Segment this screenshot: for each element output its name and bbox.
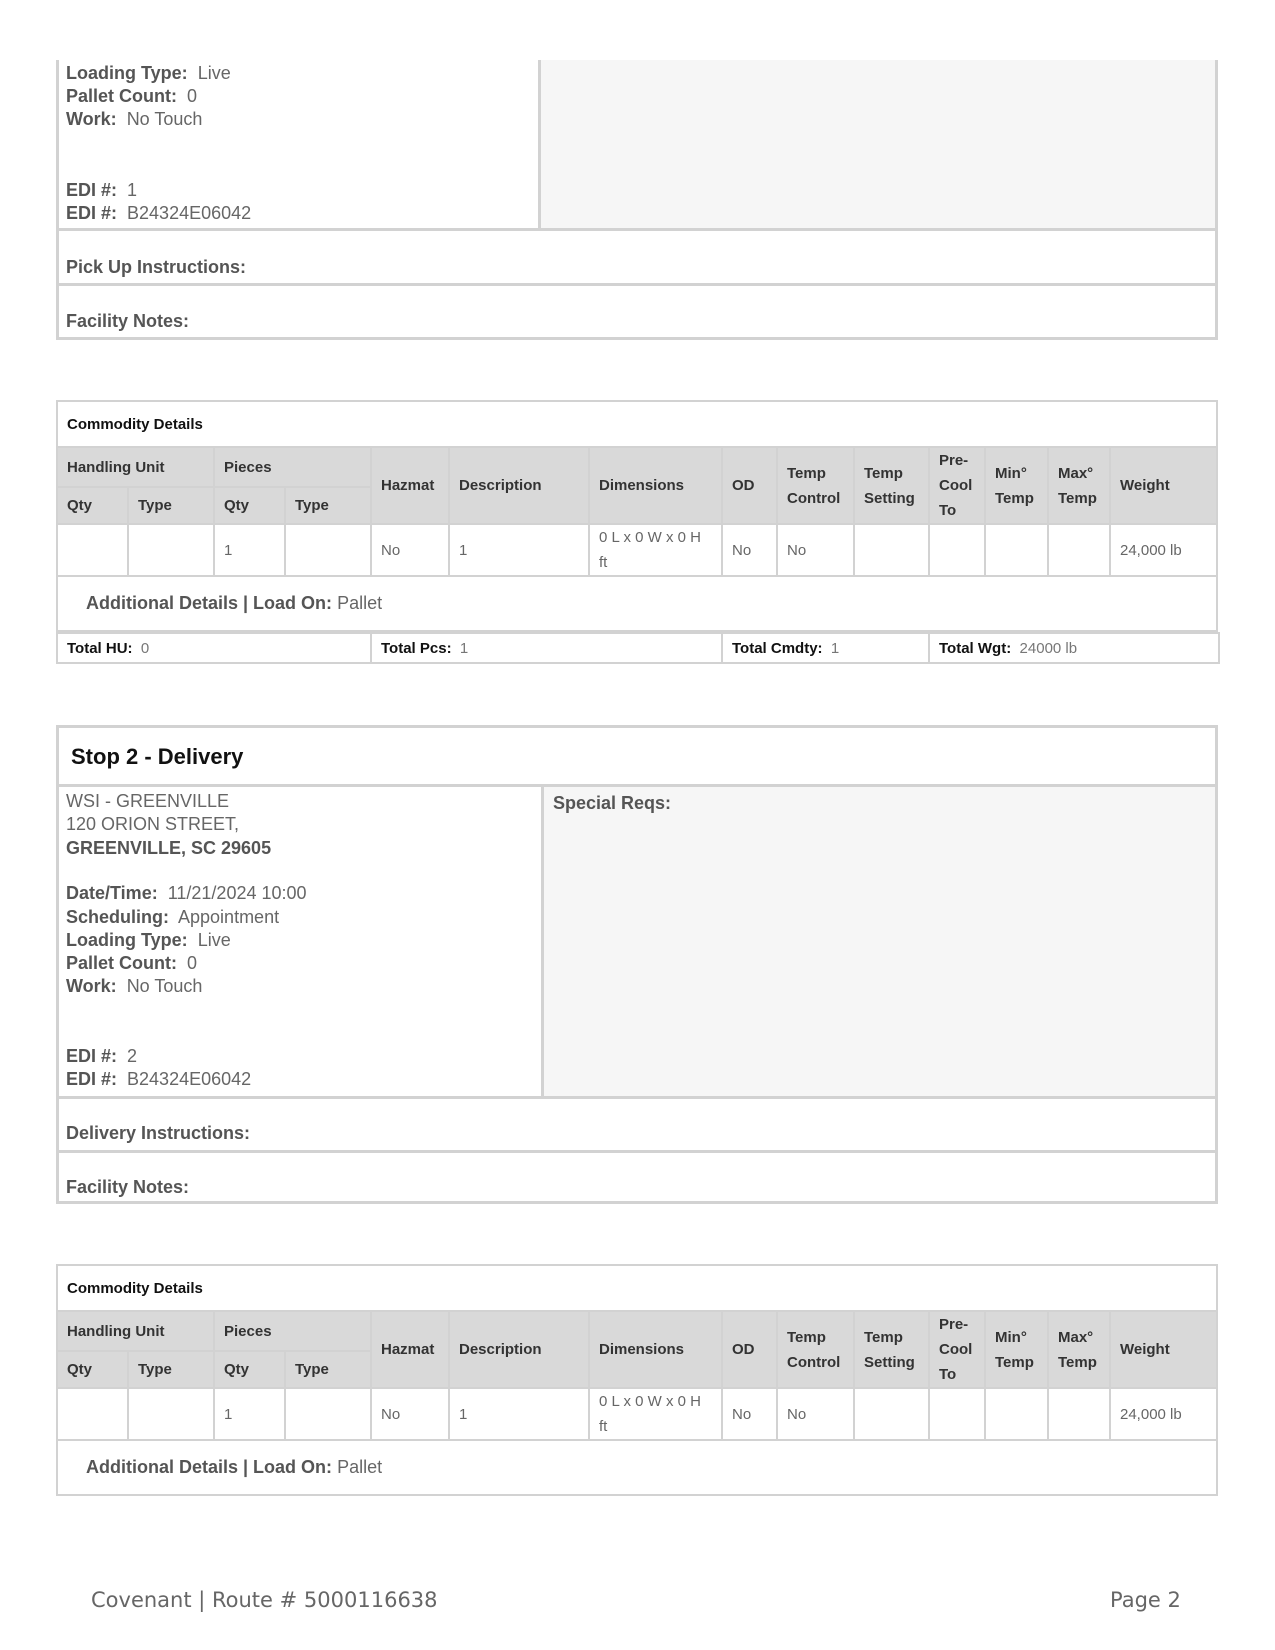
edi-number: EDI #: B24324E06042: [66, 1069, 252, 1089]
cell-pcs-type: [285, 1388, 371, 1440]
pallet-count: Pallet Count: 0: [66, 86, 198, 106]
header-pcs-qty: Qty: [214, 1351, 285, 1388]
header-handling-unit: Handling Unit: [57, 447, 214, 487]
header-pcs-type: Type: [285, 487, 371, 524]
table-row: [57, 1388, 1217, 1440]
header-hu-type: Type: [128, 1351, 214, 1388]
edi-number: EDI #: 2: [66, 1046, 138, 1066]
load-on-value: Pallet: [337, 593, 383, 613]
header-pieces: Pieces: [214, 447, 371, 487]
commodity-details-2: [56, 1264, 1218, 1496]
cell-dimensions: 0 L x 0 W x 0 H ft: [589, 524, 722, 576]
work: Work: No Touch: [66, 976, 203, 996]
header-hazmat: Hazmat: [371, 447, 449, 524]
commodity-title: Commodity Details: [57, 1265, 1217, 1311]
city-state-zip: GREENVILLE, SC 29605: [66, 838, 272, 858]
header-min-temp: Min° Temp: [985, 447, 1048, 524]
cell-min-temp: [985, 524, 1048, 576]
cell-weight: 24,000 lb: [1110, 524, 1217, 576]
header-hu-type: Type: [128, 487, 214, 524]
delivery-instructions-label: Delivery Instructions:: [66, 1123, 251, 1143]
cell-hazmat: No: [371, 524, 449, 576]
total-pcs: Total Pcs: 1: [371, 633, 722, 663]
cell-description: 1: [449, 524, 589, 576]
load-on-value: Pallet: [337, 1457, 383, 1477]
header-description: Description: [449, 1311, 589, 1388]
commodity-table: [56, 1264, 1218, 1496]
cell-max-temp: [1048, 524, 1110, 576]
stop2-box: [56, 725, 1218, 1204]
commodity-details-1: [56, 400, 1218, 664]
total-wgt: Total Wgt: 24000 lb: [929, 633, 1219, 663]
header-max-temp: Max° Temp: [1048, 1311, 1110, 1388]
cell-pcs-qty: 1: [214, 524, 285, 576]
header-hazmat: Hazmat: [371, 1311, 449, 1388]
header-pieces: Pieces: [214, 1311, 371, 1351]
cell-hu-qty: [57, 1388, 128, 1440]
cell-min-temp: [985, 1388, 1048, 1440]
cell-hazmat: No: [371, 1388, 449, 1440]
date-time: Date/Time: 11/21/2024 10:00: [66, 883, 307, 903]
cell-temp-setting: [854, 1388, 929, 1440]
header-weight: Weight: [1110, 447, 1217, 524]
cell-pcs-qty: 1: [214, 1388, 285, 1440]
additional-details: Additional Details | Load On: Pallet: [57, 576, 1217, 631]
stop1-continued-box: [56, 60, 1218, 340]
header-temp-control: Temp Control: [777, 447, 854, 524]
header-temp-setting: Temp Setting: [854, 1311, 929, 1388]
special-reqs-area: [544, 787, 1215, 1096]
edi-number: EDI #: B24324E06042: [66, 203, 252, 223]
special-reqs-area: [541, 60, 1215, 228]
cell-weight: 24,000 lb: [1110, 1388, 1217, 1440]
page-number: Page 2: [1110, 1588, 1181, 1612]
header-precool: Pre-Cool To: [929, 447, 985, 524]
cell-temp-setting: [854, 524, 929, 576]
header-od: OD: [722, 447, 777, 524]
special-reqs-label: Special Reqs:: [553, 793, 672, 813]
cell-od: No: [722, 524, 777, 576]
cell-temp-control: No: [777, 1388, 854, 1440]
total-cmdty: Total Cmdty: 1: [722, 633, 929, 663]
cell-max-temp: [1048, 1388, 1110, 1440]
header-precool: Pre-Cool To: [929, 1311, 985, 1388]
route-footer: Covenant | Route # 5000116638: [91, 1588, 438, 1612]
header-temp-control: Temp Control: [777, 1311, 854, 1388]
header-dimensions: Dimensions: [589, 1311, 722, 1388]
cell-hu-type: [128, 1388, 214, 1440]
header-description: Description: [449, 447, 589, 524]
header-min-temp: Min° Temp: [985, 1311, 1048, 1388]
header-pcs-type: Type: [285, 1351, 371, 1388]
cell-description: 1: [449, 1388, 589, 1440]
loading-type: Loading Type: Live: [66, 63, 231, 83]
work: Work: No Touch: [66, 109, 203, 129]
header-temp-setting: Temp Setting: [854, 447, 929, 524]
header-weight: Weight: [1110, 1311, 1217, 1388]
scheduling: Scheduling: Appointment: [66, 907, 280, 927]
totals-row: [56, 632, 1220, 664]
header-hu-qty: Qty: [57, 1351, 128, 1388]
total-hu: Total HU: 0: [57, 633, 371, 663]
cell-hu-qty: [57, 524, 128, 576]
loading-type: Loading Type: Live: [66, 930, 231, 950]
facility-name: WSI - GREENVILLE: [66, 791, 230, 811]
edi-number: EDI #: 1: [66, 180, 138, 200]
header-handling-unit: Handling Unit: [57, 1311, 214, 1351]
cell-precool: [929, 1388, 985, 1440]
header-hu-qty: Qty: [57, 487, 128, 524]
pickup-instructions-label: Pick Up Instructions:: [66, 257, 247, 277]
stop-title: Stop 2 - Delivery: [71, 744, 244, 769]
pallet-count: Pallet Count: 0: [66, 953, 198, 973]
cell-hu-type: [128, 524, 214, 576]
cell-dimensions: 0 L x 0 W x 0 H ft: [589, 1388, 722, 1440]
table-row: [57, 524, 1217, 576]
commodity-table: [56, 400, 1218, 632]
facility-notes-label: Facility Notes:: [66, 311, 190, 331]
cell-temp-control: No: [777, 524, 854, 576]
commodity-title: Commodity Details: [57, 401, 1217, 447]
street-address: 120 ORION STREET,: [66, 814, 240, 834]
header-max-temp: Max° Temp: [1048, 447, 1110, 524]
facility-notes-label: Facility Notes:: [66, 1177, 190, 1197]
additional-details: Additional Details | Load On: Pallet: [57, 1440, 1217, 1495]
header-od: OD: [722, 1311, 777, 1388]
header-dimensions: Dimensions: [589, 447, 722, 524]
cell-pcs-type: [285, 524, 371, 576]
cell-od: No: [722, 1388, 777, 1440]
cell-precool: [929, 524, 985, 576]
header-pcs-qty: Qty: [214, 487, 285, 524]
